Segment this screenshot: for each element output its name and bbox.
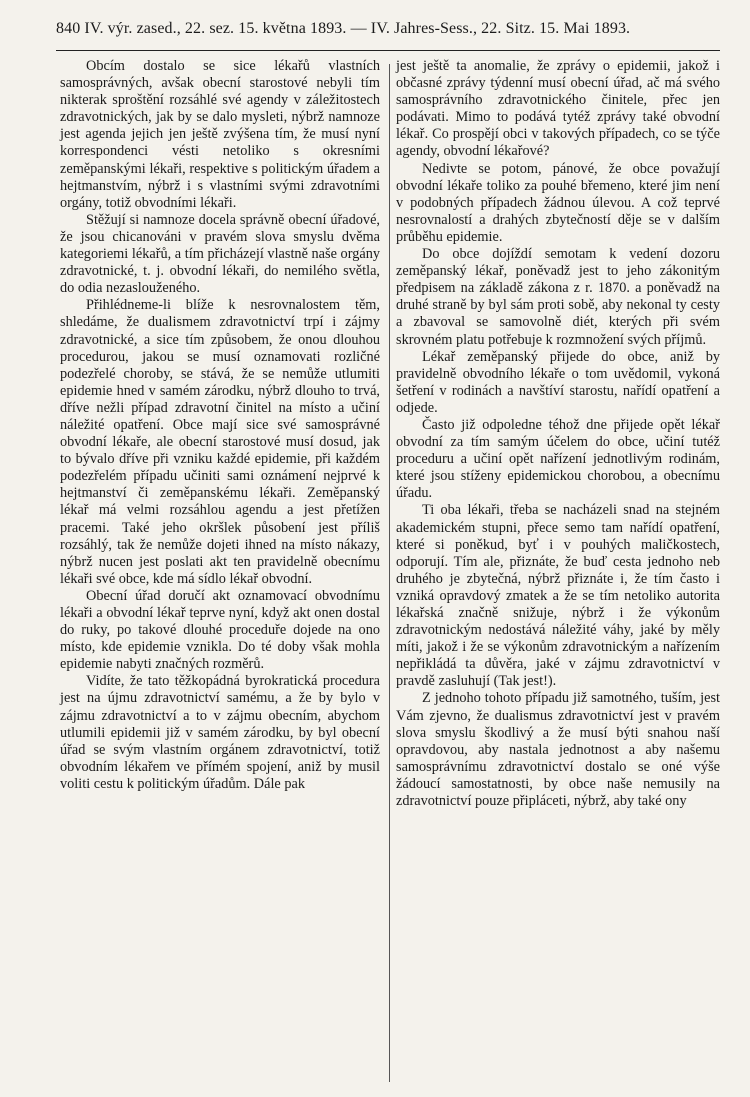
header-line: IV. výr. zased., 22. sez. 15. května 1893. — IV. Jahres-Sess., 22. Sitz. 15. Mai 1893. <box>84 20 631 37</box>
paragraph: Do obce dojíždí semotam k vedení dozoru zeměpanský lékař, poněvadž jest to jeho zákonitým předpisem na základě zákona z r. 1870. a poněvadž na druhé straně by byl sám proti sobě, aby nekonal ty cesty a zbavoval se samovolně diét, kterých při svém skrovném platu potřebuje k rozmnožení svých příjmů. <box>396 246 720 348</box>
paragraph: Vidíte, že tato těžkopádná byrokratická procedura jest na újmu zdravotnictví samému, a že by bylo v zájmu zdravotnictví a to v zájmu obecním, abychom utlumili epidemii již v samém zárodku, by byl obecní úřad se svým vlastním orgánem zdravotnictví, totiž obvodním lékařem ve přímém spojení, aniž by musil voliti cestu k politickým úřadům. Dále pak <box>60 673 380 792</box>
paragraph: Obecní úřad doručí akt oznamovací obvodnímu lékaři a obvodní lékař teprve nyní, když akt onen dostal do ruky, po takové dlouhé proceduře dojede na ono místo, kde epidemie vznikla. Do té doby však mohla epidemie nabyti značných rozměrů. <box>60 587 380 673</box>
right-column <box>396 58 720 810</box>
page-number: 840 <box>56 20 81 37</box>
paragraph: Často již odpoledne téhož dne přijede opět lékař obvodní za tím samým účelem do obce, učiní tutéž proceduru a učiní opět nařízení jednotlivým rodinám, které jsou stíženy epidemickou chorobou, a obecnímu úřadu. <box>396 416 720 502</box>
paragraph: Nedivte se potom, pánové, že obce považují obvodní lékaře toliko za pouhé břemeno, které jim není v podobných případech žádnou úlevou. A což teprvé nesrovnalostí a drahých zbytečností děje se v dalším průběhu epidemie. <box>396 160 720 245</box>
running-header <box>56 20 716 38</box>
paragraph: Ti oba lékaři, třeba se nacházeli snad na stejném akademickém stupni, přece semo tam nařídí opatření, které si poněkud, byť i v pouhých maličkostech, odporují. Tím ale, přiznáte, že buď cesta jednoho neb druhého je zbytečná, nýbrž přiznáte i, že tím často i vzniká opravdový zmatek a že se tím netoliko autorita lékařská značně snižuje, nýbrž i že výkonům zdravotnickým nedostává náležité váhy, jaké by měly míti, jakož i že se výkonům zdravotnickým a nařízením nepřikládá ta důvěra, jaké v zájmu zdravotnictví v pravdě zasluhují (Tak jest!). <box>396 502 720 690</box>
paragraph: Přihlédneme-li blíže k nesrovnalostem těm, shledáme, že dualismem zdravotnictví trpí i zájmy zdravotnické, a sice tím způsobem, že onou dlouhou procedurou, jakou se musí oznamovati rozličné podezřelé choroby, se stává, že se nemůže utlumiti epidemie hned v samém zárodku, nýbrž dlouho to trvá, dříve nežli případ zdravotní činitel na místo a učiní náležité opatření. Obce mají sice své samosprávné obvodní lékaře, ale obecní starostové musí dosud, jak to bývalo dříve při vzniku každé epidemie, při každém podezřelém případu učiniti sami oznámení nejprvé k hejtmanství či zeměpanskému lékaři. Zeměpanský lékař má velmi rozsáhlou agendu a jest přetížen pracemi. Také jeho okršlek působení jest příliš rozsáhlý, tak že nemůže dojeti ihned na místo nákazy, nýbrž nucen jest poslati akt ten pravidelně obecnímu lékaři své obce, kde má sídlo lékař obvodní. <box>60 297 380 587</box>
paragraph: jest ještě ta anomalie, že zprávy o epidemii, jakož i občasné zprávy týdenní musí obecní úřad, ač má svého samosprávního zdravotnického činitele, přec jen podávati. Mimo to podává tytéž zprávy také obvodní lékař. Co prospějí obci v takových případech, co se týče agendy, obvodní lékařové? <box>396 58 720 160</box>
paragraph: Lékař zeměpanský přijede do obce, aniž by pravidelně obvodního lékaře o tom uvědomil, vykoná šetření v rodinách a navštíví starostu, nařídí opatření a odjede. <box>396 348 720 416</box>
column-divider <box>389 64 390 1082</box>
header-rule <box>56 50 720 51</box>
left-column <box>60 58 380 793</box>
paragraph: Obcím dostalo se sice lékařů vlastních samosprávných, avšak obecní starostové nebyli tím nikterak sproštění rozsáhlé své agendy v záležitostech zdravotnických, jak by se dalo mysleti, nýbrž namnoze jest agenda jejich jen ještě zvýšena tím, že musí nyní korrespondenci vésti netoliko s okresními zeměpanskými lékaři, respektive s politickým úřadem a hejtmanstvím, nýbrž i s vlastními svými zdravotními orgány, totiž obvodními lékaři. <box>60 58 380 211</box>
paragraph: Stěžují si namnoze docela správně obecní úřadové, že jsou chicanováni v pravém slova smyslu dvěma kategoriemi lékařů, a tím přicházejí vlastně naše orgány zdravotnické, t. j. obvodní lékaři, do nemilého světla, do odia nezaslouženého. <box>60 211 380 297</box>
paragraph: Z jednoho tohoto případu již samotného, tuším, jest Vám zjevno, že dualismus zdravotnictví jest v pravém slova smyslu škodlivý a že musí býti snahou naší opravdovou, aby nastala jednotnost a aby našemu samosprávnímu zdravotnictví dostalo se oné výše žádoucí samostatnosti, by obce naše nemusily na zdravotnictví pouze připláceti, nýbrž, aby také ony <box>396 690 720 810</box>
